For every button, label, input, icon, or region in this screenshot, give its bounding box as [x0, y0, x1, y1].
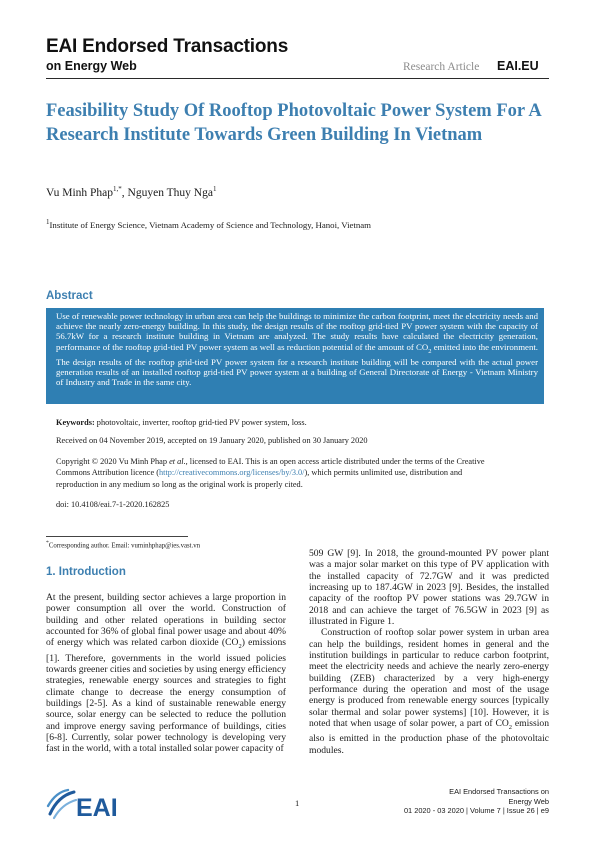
footer-journal-line1: EAI Endorsed Transactions on	[449, 787, 549, 796]
eai-logo	[46, 786, 118, 822]
eai-logo-text: EAI	[76, 794, 118, 822]
abstract-box	[46, 308, 544, 404]
affiliation-text: Institute of Energy Science, Vietnam Academy of Science and Technology, Hanoi, Vietnam	[49, 219, 372, 230]
author-name: Nguyen Thuy Nga	[127, 186, 213, 199]
corresponding-mark: *	[118, 185, 122, 193]
corresponding-footnote: *Corresponding author. Email: vuminhphap@ies.vast.vn	[46, 540, 201, 550]
author-list	[46, 185, 216, 199]
footnote-divider	[46, 536, 188, 537]
footer-issue-info: 01 2020 - 03 2020 | Volume 7 | Issue 26 | e9	[403, 806, 549, 815]
license-link[interactable]: http://creativecommons.org/licenses/by/3.0/	[159, 468, 305, 478]
author-separator: ,	[121, 186, 128, 199]
journal-subtitle: on Energy Web	[46, 59, 137, 73]
affiliation-mark: 1,	[113, 185, 119, 193]
keywords-label: Keywords:	[56, 418, 95, 427]
affiliation-mark: 1	[212, 185, 217, 193]
article-type: Research Article	[403, 61, 480, 73]
footer-journal-line2: Energy Web	[508, 796, 549, 806]
doi[interactable]: doi: 10.4108/eai.7-1-2020.162825	[56, 500, 170, 509]
body-column-left	[46, 592, 286, 755]
publisher-logo[interactable]: EAI.EU	[497, 59, 539, 73]
keywords	[56, 418, 307, 427]
article-title: Feasibility Study Of Rooftop Photovoltaic Power System For A Research Institute Towards Green Building In Vietnam	[46, 101, 541, 145]
paragraph: 509 GW [9]. In 2018, the ground-mounted PV power plant was a major solar market on this type of PV application with the installed capacity of 72.7GW and it was predicted increasing up to 187.4GW in 2023 [9]. Besides, the installed capacity of the rooftop PV power stations was 29.7GW in 2018 and can achieve the target of 76.5GW in 2023 [9] as illustrated in Figure 1.	[309, 548, 549, 628]
journal-title: EAI Endorsed Transactions	[46, 36, 289, 57]
abstract-text: Use of renewable power technology in urban area can help the buildings to minimize the carbon footprint, meet the electricity needs and achieve the nearly zero-energy building. In this study, the design results of the rooftop grid-tied PV power system with the capacity of 56.7kW for a research institute building in Vietnam are analyzed. The study results have calculated the electricity generation, performance of the rooftop grid-tied PV power system as well as reduction potential of the amount of $CO_2$ emitted into the environment. The design results of the rooftop grid-tied PV power system for a research institute building will be compared with the actual power generation results of an installed rooftop grid-tied PV power system at a building of General Directorate of Energy - Vietnam Ministry of Industry and Trade in the same city.	[56, 311, 538, 387]
keywords-text: photovoltaic, inverter, rooftop grid-tied PV power system, loss.	[94, 418, 307, 427]
author-name: Vu Minh Phap	[46, 186, 114, 199]
body-column-right	[309, 548, 549, 756]
paragraph: At the present, building sector achieves a large proportion in power consumption all over the world. Construction of building and other related operations in building sector accounted for 36% of global final power usage and about 40% of energy which was related carbon dioxide $(CO_2)$ emissions [1]. Therefore, governments in the world issued policies towards greener cities and societies by using energy efficiency strategies, renewable energy sources and strategies to fight climate change to decrease the energy consumption of buildings [2-5]. As a kind of sustainable renewable energy source, solar energy can be selected to reduce the pollution and improve energy saving performance of buildings, cities [6-8]. Currently, solar power technology is developing very fast in the world, with a total installed solar power capacity of	[46, 592, 286, 755]
affiliation-mark: 1	[46, 218, 50, 226]
page-number: 1	[295, 798, 300, 808]
footer-journal-info	[390, 787, 549, 816]
paragraph: Construction of rooftop solar power system in urban area can help the buildings, resident homes in general and the institution buildings in particular to reduce carbon footprint, meet the electricity needs and achieve the nearly zero-energy building (ZEB) characterized by a very high-energy performance during the operation and most of the usage energy is produced from renewable energy sources [typically solar thermal and solar power systems] [10]. However, it is noted that when usage of solar power, a part of $CO_2$ emission also is emitted in the production phase of the photovoltaic modules.	[309, 627, 549, 756]
received-dates: Received on 04 November 2019, accepted on 19 January 2020, published on 30 January 2020	[56, 436, 368, 445]
abstract-heading: Abstract	[46, 290, 93, 302]
copyright-notice: Copyright © 2020 Vu Minh Phap et al., licensed to EAI. This is an open access article distributed under the terms of the Creative Commons Attribution licence (http://creativecommons.org/licenses/by/3.0/), which permits unlimited use, distribution and reproduction in any medium so long as the original work is properly cited.	[56, 457, 485, 489]
eai-logo-icon	[48, 790, 76, 818]
header-divider	[46, 78, 549, 79]
section-heading: 1. Introduction	[46, 566, 126, 578]
footnote-mark: *	[46, 540, 49, 546]
affiliation	[46, 218, 371, 230]
